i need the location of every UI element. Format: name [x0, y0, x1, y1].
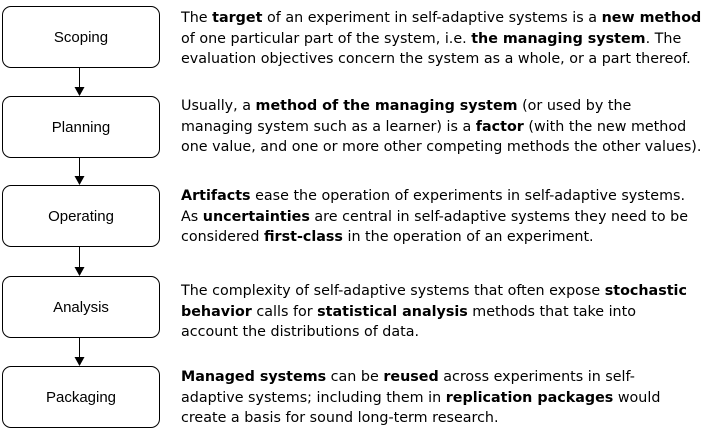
- emphasis-text: statistical analysis: [317, 303, 468, 320]
- description-text: in the operation of an experiment.: [342, 229, 594, 245]
- description-line: [181, 207, 689, 228]
- description-text: . The: [645, 30, 682, 47]
- description-text: evaluation objectives concern the system as a whole, or a part thereof.: [181, 51, 691, 67]
- description-text: ease the operation of experiments in self-adaptive systems.: [250, 188, 686, 204]
- description-text: The complexity of self-adaptive systems that often expose: [181, 283, 605, 299]
- stage-description-planning: [181, 96, 701, 158]
- stage-label-analysis: Analysis: [53, 298, 109, 316]
- description-line: [181, 96, 673, 117]
- stage-description-scoping: [181, 8, 701, 70]
- description-line: [181, 388, 673, 409]
- stage-box-operating: [2, 185, 160, 247]
- description-text: one value, and one or more other competing methods the other values).: [181, 139, 701, 155]
- stage-box-scoping: [2, 6, 160, 68]
- emphasis-text: uncertainties: [202, 208, 310, 225]
- emphasis-text: behavior: [181, 303, 252, 320]
- description-line: [181, 302, 673, 323]
- description-text: calls for: [251, 303, 318, 320]
- emphasis-text: Artifacts: [181, 188, 251, 204]
- description-text: (or used by the: [517, 98, 632, 114]
- stage-description-operating: [181, 186, 689, 248]
- stage-box-analysis: [2, 276, 160, 338]
- description-text: managing system such as a learner) is a: [181, 118, 476, 135]
- description-text: would: [613, 389, 661, 406]
- description-text: (with the new method: [523, 118, 687, 135]
- description-line: [181, 49, 691, 70]
- stage-label-packaging: Packaging: [45, 388, 117, 406]
- stage-box-planning: [2, 96, 160, 158]
- emphasis-text: method of the managing system: [255, 98, 518, 114]
- stage-label-planning: Planning: [51, 118, 111, 136]
- stage-label-scoping: Scoping: [53, 28, 109, 46]
- description-line: [181, 29, 682, 50]
- description-text: are central in self-adaptive systems they need to be: [309, 208, 689, 225]
- description-line: [181, 186, 686, 207]
- description-line: [181, 227, 673, 248]
- emphasis-text: new method: [601, 10, 701, 26]
- emphasis-text: reused: [383, 369, 439, 385]
- description-text: across experiments in self-: [438, 369, 635, 385]
- emphasis-text: factor: [475, 118, 524, 135]
- flow-arrow-planning: [79, 158, 81, 185]
- description-text: of an experiment in self-adaptive systems is a: [262, 10, 602, 26]
- description-text: of one particular part of the system, i.e.: [181, 30, 472, 47]
- description-text: considered: [181, 229, 264, 245]
- description-text: adaptive systems; including them in: [181, 389, 446, 406]
- stage-description-packaging: [181, 367, 673, 429]
- flow-arrow-scoping: [79, 68, 81, 96]
- description-line: [181, 408, 673, 429]
- description-line: [181, 8, 701, 29]
- stage-box-packaging: [2, 366, 160, 428]
- description-line: [181, 281, 687, 302]
- emphasis-text: first-class: [263, 229, 343, 245]
- description-text: The: [181, 10, 213, 26]
- description-text: methods that take into: [467, 303, 636, 320]
- flow-arrow-analysis: [79, 338, 81, 366]
- description-line: [181, 367, 673, 388]
- emphasis-text: target: [212, 10, 263, 26]
- description-text: create a basis for sound long-term research.: [181, 410, 499, 426]
- description-line: [181, 322, 673, 343]
- emphasis-text: the managing system: [471, 30, 646, 47]
- flow-arrow-operating: [79, 247, 81, 276]
- description-text: can be: [326, 369, 384, 385]
- emphasis-text: Managed systems: [181, 369, 327, 385]
- stage-description-analysis: [181, 281, 687, 343]
- description-text: As: [181, 208, 203, 225]
- description-line: [181, 117, 687, 138]
- description-text: account the distributions of data.: [181, 324, 420, 340]
- stage-label-operating: Operating: [48, 207, 114, 225]
- emphasis-text: replication packages: [445, 389, 614, 406]
- description-line: [181, 137, 701, 158]
- description-text: Usually, a: [181, 98, 256, 114]
- emphasis-text: stochastic: [604, 283, 687, 299]
